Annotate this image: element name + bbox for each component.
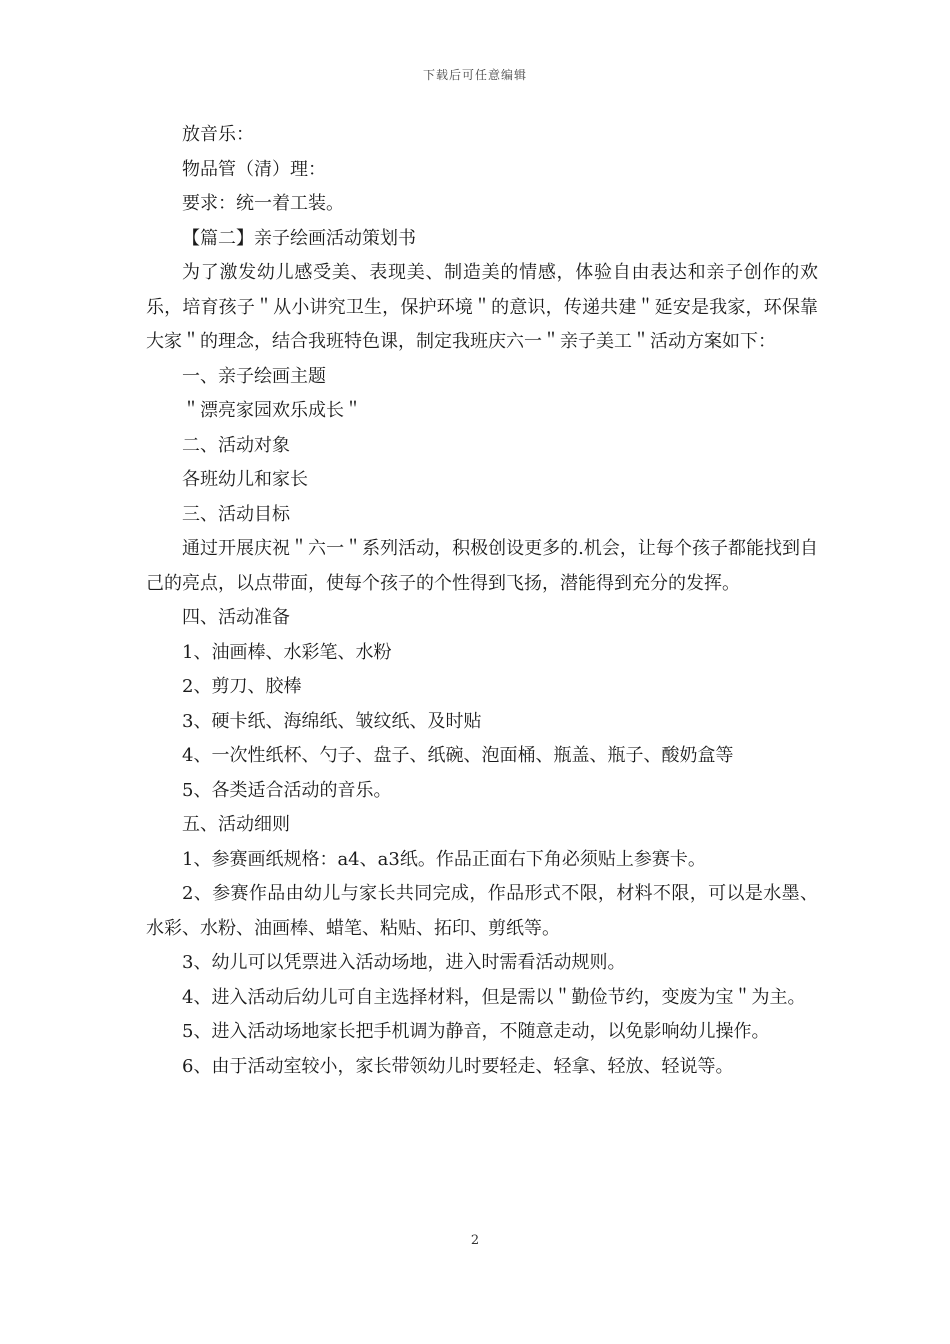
paragraph: 放音乐： (182, 124, 254, 145)
list-item: 2、剪刀、胶棒 (182, 676, 302, 697)
list-item: 1、油画棒、水彩笔、水粉 (182, 641, 392, 663)
document-body (146, 118, 818, 1084)
section-heading: 五、活动细则 (182, 814, 290, 835)
paragraph: 物品管（清）理： (182, 158, 326, 180)
list-item: 6、由于活动室较小，家长带领幼儿时要轻走、轻拿、轻放、轻说等。 (182, 1055, 734, 1077)
list-item: 3、幼儿可以凭票进入活动场地，进入时需看活动规则。 (182, 952, 626, 973)
section-heading: 一、亲子绘画主题 (182, 365, 326, 387)
paragraph: ＂漂亮家园欢乐成长＂ (182, 400, 362, 421)
list-item: 1、参赛画纸规格：a4、a3纸。作品正面右下角必须贴上参赛卡。 (182, 848, 706, 870)
list-item: 4、进入活动后幼儿可自主选择材料，但是需以＂勤俭节约，变废为宝＂为主。 (182, 986, 806, 1008)
paragraph: 通过开展庆祝＂六一＂系列活动，积极创设更多的.机会，让每个孩子都能找到自己的亮点，以点带面，使每个孩子的个性得到飞扬，潜能得到充分的发挥。 (146, 538, 818, 594)
paragraph: 各班幼儿和家长 (182, 469, 308, 490)
section-heading: 三、活动目标 (182, 503, 290, 525)
paragraph: 要求：统一着工装。 (182, 193, 344, 214)
section-heading: 二、活动对象 (182, 434, 290, 456)
list-item: 5、各类适合活动的音乐。 (182, 779, 392, 801)
list-item: 2、参赛作品由幼儿与家长共同完成，作品形式不限，材料不限，可以是水墨、水彩、水粉、油画棒、蜡笔、粘贴、拓印、剪纸等。 (146, 883, 818, 939)
page-header: 下载后可任意编辑 (422, 68, 527, 82)
paragraph: 为了激发幼儿感受美、表现美、制造美的情感，体验自由表达和亲子创作的欢乐，培育孩子＂从小讲究卫生，保护环境＂的意识，传递共建＂延安是我家，环保靠大家＂的理念，结合我班特色课，制定我班庆六一＂亲子美工＂活动方案如下： (146, 262, 818, 352)
page-number: 2 (470, 1233, 480, 1248)
list-item: 4、一次性纸杯、勺子、盘子、纸碗、泡面桶、瓶盖、瓶子、酸奶盒等 (182, 745, 734, 766)
list-item: 5、进入活动场地家长把手机调为静音，不随意走动，以免影响幼儿操作。 (182, 1021, 770, 1042)
list-item: 3、硬卡纸、海绵纸、皱纹纸、及时贴 (182, 710, 482, 732)
section-heading: 四、活动准备 (182, 607, 290, 628)
section-title: 【篇二】亲子绘画活动策划书 (182, 227, 416, 249)
